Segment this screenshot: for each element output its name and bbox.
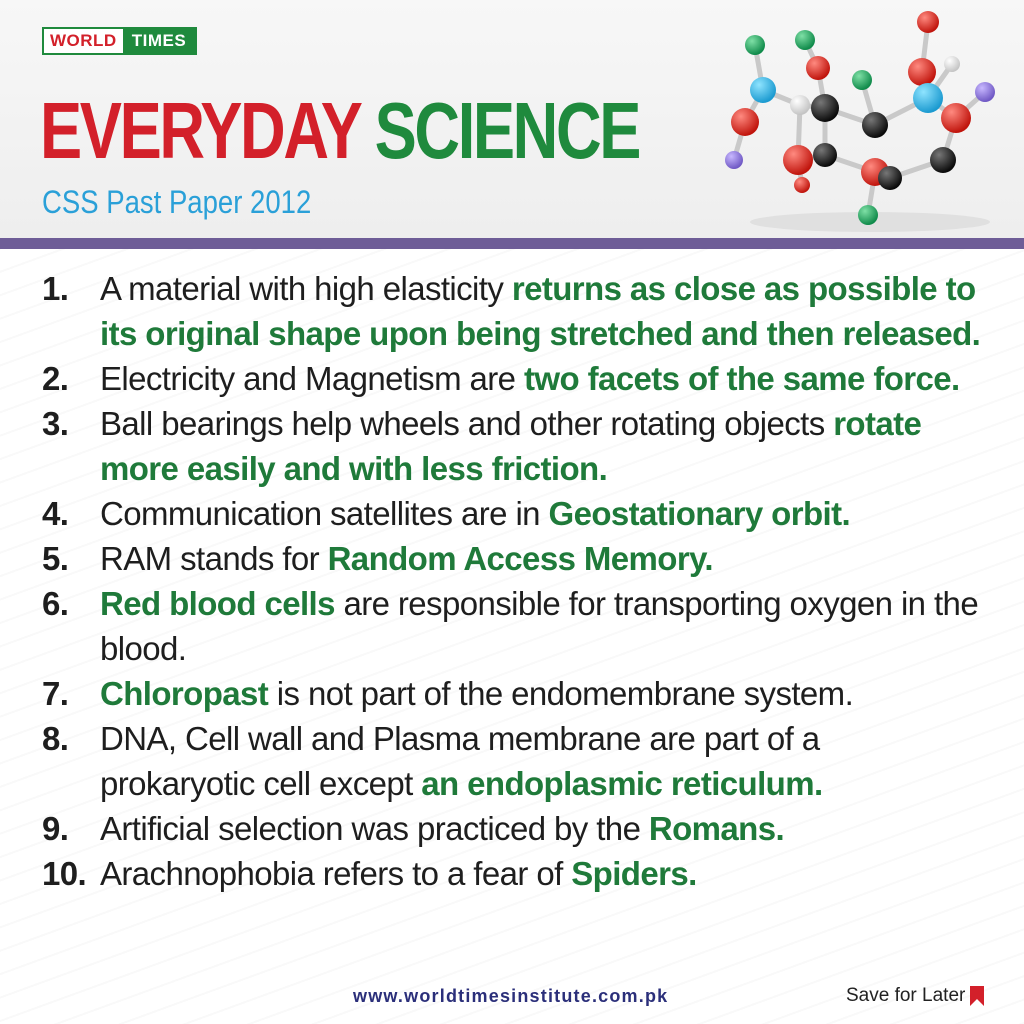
fact-item (42, 581, 982, 671)
fact-number: 3. (42, 405, 69, 442)
header-divider (0, 238, 1024, 249)
fact-item (42, 851, 982, 896)
fact-highlight: Spiders. (571, 855, 697, 892)
fact-number: 6. (42, 585, 69, 622)
fact-text: Ball bearings help wheels and other rotating objects (100, 405, 834, 442)
fact-text: RAM stands for (100, 540, 328, 577)
fact-highlight: Chloropast (100, 675, 269, 712)
fact-highlight: two facets of the same force. (524, 360, 960, 397)
molecule-illustration (700, 0, 1024, 238)
header-banner (0, 0, 1024, 238)
fact-item (42, 716, 982, 806)
fact-number: 10. (42, 855, 87, 892)
fact-number: 5. (42, 540, 69, 577)
page-subtitle: CSS Past Paper 2012 (42, 184, 312, 220)
fact-number: 9. (42, 810, 69, 847)
fact-number: 7. (42, 675, 69, 712)
world-times-logo (42, 27, 197, 55)
fact-item (42, 356, 982, 401)
fact-highlight: an endoplasmic reticulum. (421, 765, 823, 802)
fact-highlight: Red blood cells (100, 585, 335, 622)
fact-number: 1. (42, 270, 69, 307)
fact-text-tail: are responsible for transporting oxygen in the blood. (100, 585, 979, 667)
fact-highlight: Geostationary orbit. (548, 495, 851, 532)
save-for-later-button[interactable] (846, 985, 985, 1007)
page-title (40, 86, 639, 176)
fact-highlight: rotate more easily and with less friction. (100, 405, 922, 487)
website-url[interactable]: www.worldtimesinstitute.com.pk (353, 986, 669, 1006)
logo-word-world: WORLD (44, 29, 123, 53)
fact-highlight: Romans. (648, 810, 785, 847)
fact-number: 2. (42, 360, 69, 397)
fact-item (42, 266, 982, 356)
fact-text: Artificial selection was practiced by the (100, 810, 649, 847)
title-science: SCIENCE (374, 86, 639, 175)
fact-text: Electricity and Magnetism are (100, 360, 525, 397)
fact-item (42, 491, 982, 536)
fact-highlight: Random Access Memory. (327, 540, 713, 577)
fact-text-tail: is not part of the endomembrane system. (268, 675, 854, 712)
fact-text: DNA, Cell wall and Plasma membrane are part of a prokaryotic cell except (100, 720, 820, 802)
title-everyday: EVERYDAY (40, 86, 360, 175)
save-for-later-label: Save for Later (846, 985, 966, 1006)
fact-number: 8. (42, 720, 69, 757)
fact-text: A material with high elasticity (100, 270, 512, 307)
fact-number: 4. (42, 495, 69, 532)
fact-text: Arachnophobia refers to a fear of (100, 855, 572, 892)
fact-item (42, 536, 982, 581)
logo-word-times: TIMES (123, 29, 195, 53)
fact-item (42, 671, 982, 716)
bookmark-icon (969, 986, 985, 1006)
facts-list (42, 266, 982, 896)
fact-highlight: returns as close as possible to its original shape upon being stretched and then released. (100, 270, 981, 352)
fact-text: Communication satellites are in (100, 495, 549, 532)
fact-item (42, 401, 982, 491)
fact-item (42, 806, 982, 851)
